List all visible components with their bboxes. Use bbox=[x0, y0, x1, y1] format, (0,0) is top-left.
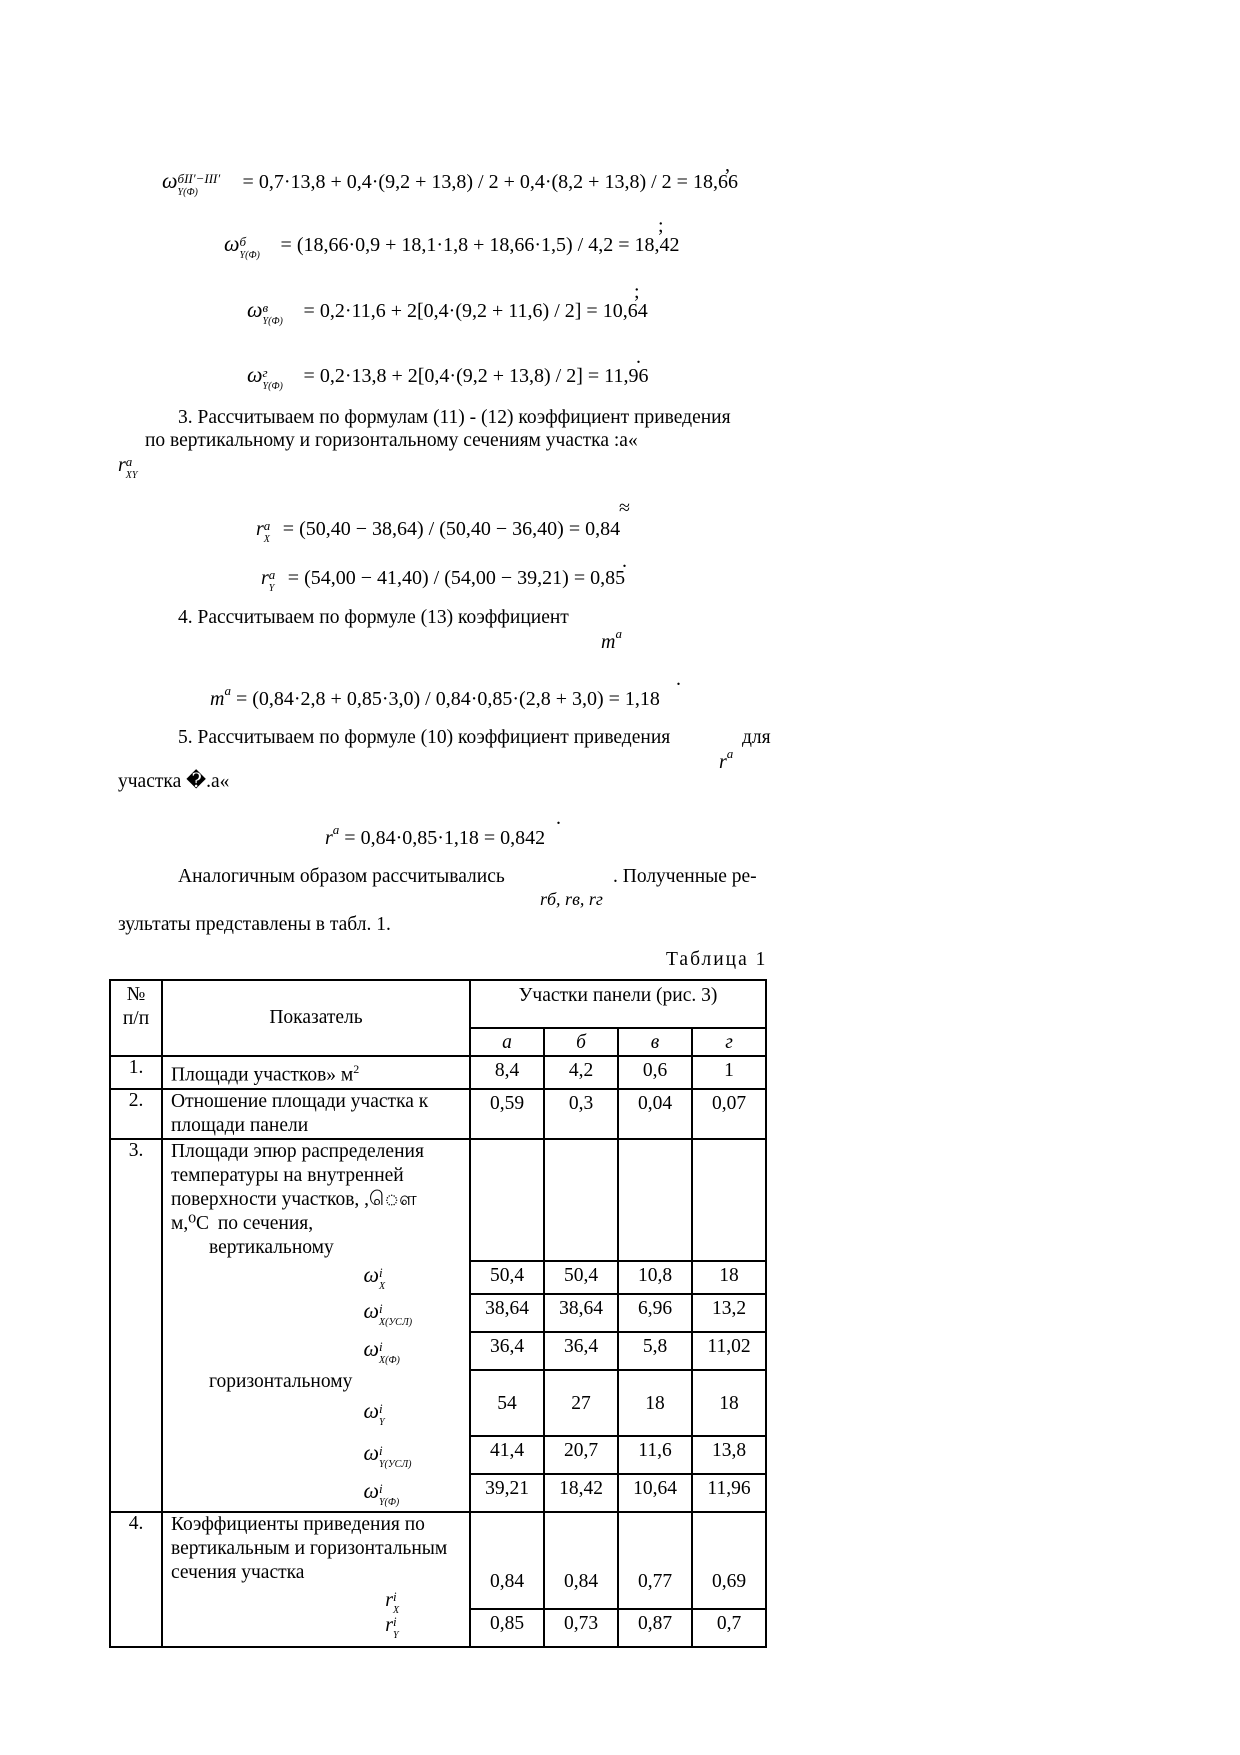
symbol-omega-x-usl: ω i X(УСЛ) bbox=[363, 1297, 413, 1328]
header-num: № п/п bbox=[110, 980, 162, 1056]
formula-1-end: , bbox=[725, 154, 730, 176]
row1-label: Площади участков» $м^2$ bbox=[162, 1056, 470, 1089]
row3-horizontal-label: горизонтальному bbox=[209, 1370, 353, 1392]
table-row: ω i X(УСЛ) 38,64 38,64 6,96 13,2 bbox=[110, 1294, 766, 1332]
formula-omega-v: ω в Y(Ф) = 0,2·11,6 + 2[0,4·(9,2 + 11,6) / 2] = 10,64 bbox=[247, 297, 648, 327]
symbol-omega-y-f: ω i Y(Ф) bbox=[363, 1477, 400, 1508]
paragraph-5-line1: 5. Рассчитываем по формуле (10) коэффициент приведения bbox=[178, 727, 671, 748]
symbol-r-y: r i Y bbox=[385, 1613, 399, 1641]
header-col-g: г bbox=[692, 1028, 766, 1056]
row3-vertical-label: вертикальному bbox=[209, 1236, 334, 1258]
symbol-omega-x: ω i X bbox=[363, 1261, 386, 1292]
paragraph-3-line1: 3. Рассчитываем по формулам (11) - (12) коэффициент приведения bbox=[178, 407, 731, 428]
table-row: горизонтальному ω i Y 54 27 18 18 bbox=[110, 1370, 766, 1436]
formula-8-end: . bbox=[556, 807, 561, 829]
formula-r-a-final: $r^a = 0,84\cdot 0,85\cdot 1,18 = 0,842$ bbox=[325, 822, 546, 849]
row3-label: Площади эпюр распределения температуры на внутренней поверхности участков, ,ௌ м,⁰С по сечения, вертикальному bbox=[162, 1139, 470, 1261]
formula-6-end: . bbox=[622, 550, 627, 572]
table-row: ω i Y(УСЛ) 41,4 20,7 11,6 13,8 bbox=[110, 1436, 766, 1474]
results-table bbox=[109, 979, 767, 1648]
symbol-omega-y-usl: ω i Y(УСЛ) bbox=[363, 1439, 412, 1470]
formula-r-a-y: r a Y = (54,00 − 41,40) / (54,00 − 39,21) = 0,85 bbox=[261, 567, 626, 594]
paragraph-5-line2: участка �.а« bbox=[118, 771, 230, 792]
paragraph-6-line1: Аналогичным образом рассчитывались bbox=[178, 866, 505, 887]
table-row: 3. Площади эпюр распределения температуры на внутренней поверхности участков, ,ௌ м,⁰С по сечения, вертикальному bbox=[110, 1139, 766, 1261]
symbol-omega-x-f: ω i X(Ф) bbox=[363, 1335, 400, 1366]
formula-omega-b-II-III: ω бII′−III′ Y(Ф) = 0,7·13,8 + 0,4·(9,2 + 13,8) / 2 + 0,4·(8,2 + 13,8) / 2 = 18,66 bbox=[162, 168, 738, 198]
formula-m-a: $m^a = (0,84\cdot 2,8 + 0,85\cdot 3,0) / 0,84\cdot 0,85\cdot(2,8 + 3,0) = 1,18$ bbox=[210, 683, 660, 710]
formula-r-a-x: r a X = (50,40 − 38,64) / (50,40 − 36,40) = 0,84 bbox=[256, 518, 621, 545]
table-row: r i Y 0,85 0,73 0,87 0,7 bbox=[110, 1609, 766, 1647]
formula-7-end: . bbox=[676, 668, 681, 690]
symbol-r-a-xy: r a XY bbox=[118, 454, 138, 481]
formula-3-end: ; bbox=[634, 281, 640, 303]
symbol-r-x: r i X bbox=[385, 1588, 400, 1616]
row2-label: Отношение площади участка к площади панели bbox=[162, 1089, 470, 1139]
paragraph-6-line2: зультаты представлены в табл. 1. bbox=[118, 914, 391, 935]
header-indicator: Показатель bbox=[162, 980, 470, 1056]
table-caption: Таблица 1 bbox=[666, 949, 768, 970]
table-header-row bbox=[110, 980, 766, 1028]
formula-omega-b: ω б Y(Ф) = (18,66·0,9 + 18,1·1,8 + 18,66·1,5) / 4,2 = 18,42 bbox=[224, 231, 680, 261]
paragraph-4-line1: 4. Рассчитываем по формуле (13) коэффициент bbox=[178, 607, 569, 628]
formula-omega-g: ω г Y(Ф) = 0,2·13,8 + 2[0,4·(9,2 + 13,8) / 2] = 11,96 bbox=[247, 362, 649, 392]
header-sections: Участки панели (рис. 3) bbox=[470, 980, 766, 1028]
formula-2-end: ; bbox=[658, 215, 664, 237]
table-row: 4. Коэффициенты приведения по вертикальным и горизонтальным сечения участка r i X 0,84 0,84 0,77 0,69 bbox=[110, 1512, 766, 1609]
paragraph-5-line1-tail: для bbox=[742, 727, 771, 748]
formula-5-end: ≈ bbox=[619, 497, 630, 519]
table-row: ω i X(Ф) 36,4 36,4 5,8 11,02 bbox=[110, 1332, 766, 1370]
paragraph-3-line2: по вертикальному и горизонтальному сечениям участка :а« bbox=[145, 430, 638, 451]
header-col-v: в bbox=[618, 1028, 692, 1056]
header-col-a: а bbox=[470, 1028, 544, 1056]
header-col-b: б bbox=[544, 1028, 618, 1056]
table-row: 1. Площади участков» $м^2$ 8,4 4,2 0,6 1 bbox=[110, 1056, 766, 1089]
symbols-r-b-v-g: rб, rв, rг bbox=[540, 889, 603, 909]
symbol-omega-y: ω i Y bbox=[363, 1397, 385, 1428]
symbol-m-a: $m^a$ bbox=[601, 626, 622, 653]
table-row: ω i X 50,4 50,4 10,8 18 bbox=[110, 1261, 766, 1294]
paragraph-6-line1-tail: . Полученные ре- bbox=[613, 866, 757, 887]
row4-label: Коэффициенты приведения по вертикальным и горизонтальным сечения участка r i X bbox=[162, 1512, 470, 1609]
formula-4-end: . bbox=[636, 346, 641, 368]
symbol-r-a: $r^a$ bbox=[719, 746, 734, 773]
table-row: ω i Y(Ф) 39,21 18,42 10,64 11,96 bbox=[110, 1474, 766, 1512]
table-row: 2. Отношение площади участка к площади панели 0,59 0,3 0,04 0,07 bbox=[110, 1089, 766, 1139]
